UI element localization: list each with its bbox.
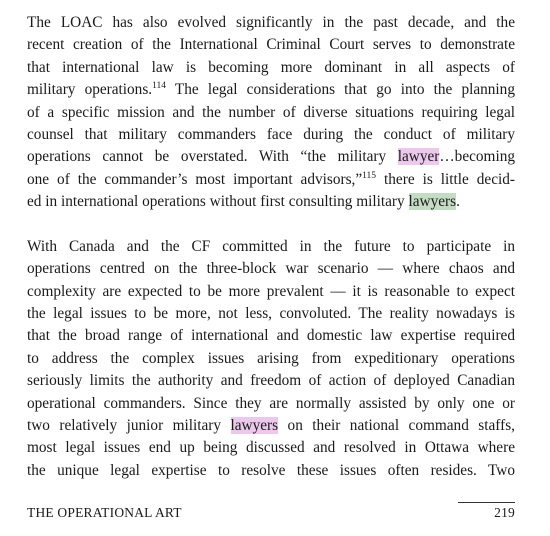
highlight-lawyers[interactable]: lawyers — [408, 193, 457, 211]
text-line: recent creation of the International Criminal Court serves to demonstrate — [27, 36, 515, 54]
paragraph-2 — [27, 236, 515, 482]
text-line: With Canada and the CF committed in the future to participate in — [27, 237, 515, 255]
text-line: complexity are expected to be more prevalent — it is reasonable to expect — [27, 282, 515, 300]
footnote-ref-115[interactable]: 115 — [362, 170, 377, 181]
text-run: one of the commander’s most important advisors,” — [27, 170, 363, 188]
paragraph-1 — [27, 12, 515, 214]
text-line — [27, 415, 515, 437]
text-line: The LOAC has also evolved significantly in the past decade, and the — [27, 14, 515, 31]
text-run: on their national command staffs, — [278, 417, 515, 435]
highlight-lawyers[interactable]: lawyers — [230, 417, 279, 435]
text-line: to address the complex issues arising from expeditionary operations — [27, 349, 515, 367]
text-line: most legal issues end up being discussed and resolved in Ottawa where — [27, 439, 515, 457]
text-line — [27, 169, 515, 191]
document-page — [27, 12, 515, 482]
running-title: THE OPERATIONAL ART — [27, 505, 182, 520]
text-line: of a specific mission and the number of diverse situations requiring legal — [27, 103, 515, 121]
text-run: . — [456, 193, 460, 211]
paragraph-gap — [27, 214, 515, 236]
text-line: that international law is becoming more dominant in all aspects of — [27, 58, 515, 76]
text-line: counsel that military commanders face during the conduct of military — [27, 125, 515, 143]
text-line: operations centred on the three-block war scenario — where chaos and — [27, 260, 515, 278]
text-run: …becoming — [439, 148, 515, 166]
text-line: the unique legal expertise to resolve these issues often resides. Two — [27, 461, 515, 479]
footnote-ref-114[interactable]: 114 — [152, 81, 167, 92]
text-line: operational commanders. Since they are normally assisted by only one or — [27, 394, 515, 412]
highlight-lawyer[interactable]: lawyer — [397, 148, 440, 166]
text-run: The legal considerations that go into the planning — [166, 81, 515, 99]
text-line: seriously limits the authority and freedom of action of deployed Canadian — [27, 372, 515, 390]
text-line: the legal issues to be more, not less, convoluted. The reality nowadays is — [27, 305, 515, 323]
text-run: there is little decid- — [376, 170, 515, 188]
footer-rule — [458, 502, 515, 503]
page-number: 219 — [494, 505, 515, 520]
text-line — [27, 191, 515, 213]
text-line — [27, 146, 515, 168]
text-line: that the broad range of international and domestic law expertise required — [27, 327, 515, 345]
text-line — [27, 79, 515, 101]
text-run: military operations. — [27, 81, 153, 99]
text-run: ed in international operations without first consulting military — [27, 193, 409, 211]
text-run: operations cannot be overstated. With “the military — [27, 148, 398, 166]
text-run: two relatively junior military — [27, 417, 231, 435]
